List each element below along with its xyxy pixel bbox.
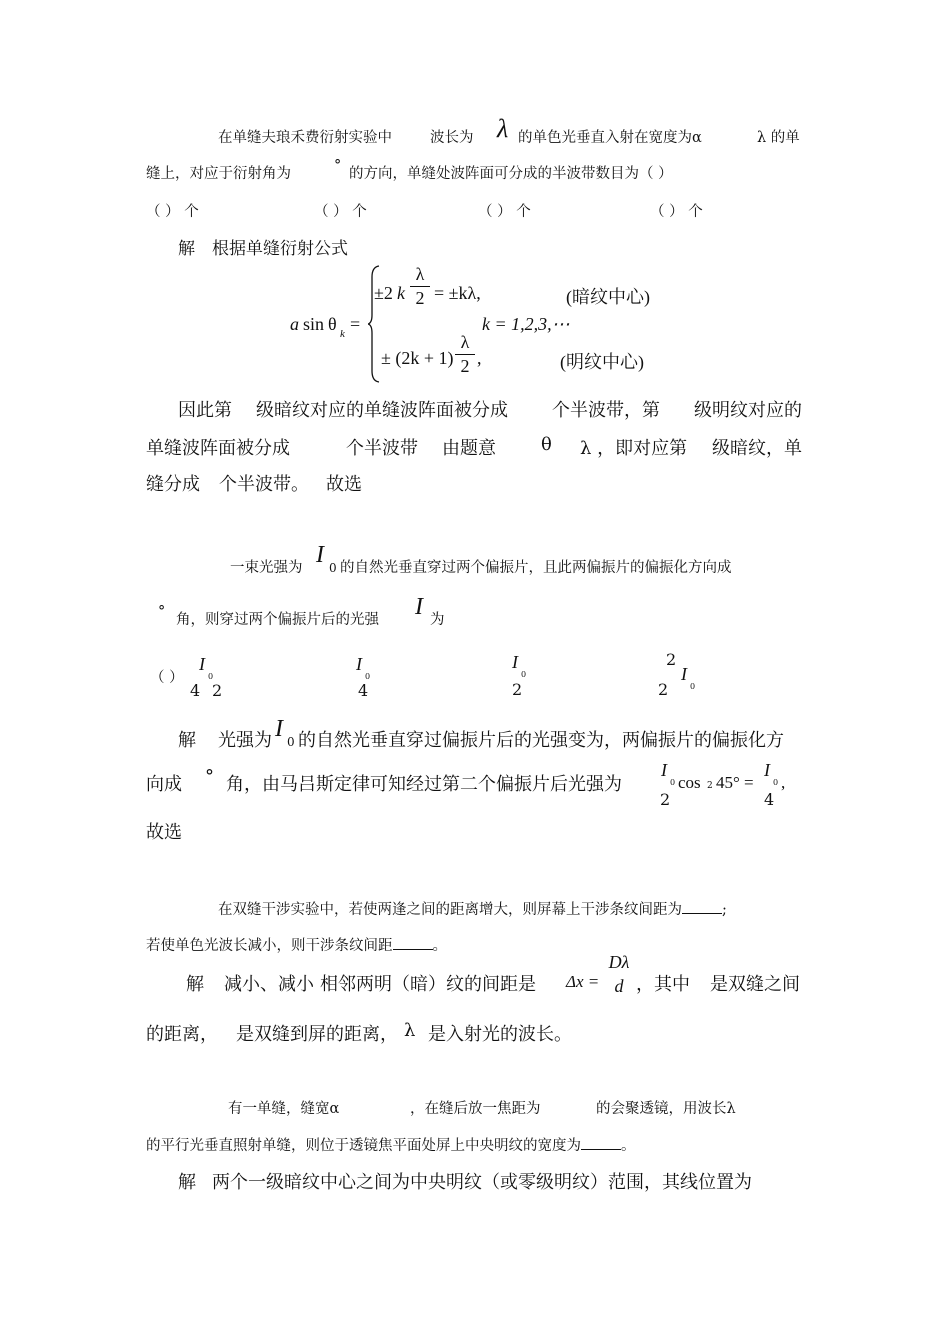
q3-line2-end: 。 (432, 938, 447, 954)
denominator: 2 (212, 681, 223, 700)
formula-theta: θ (328, 314, 337, 334)
solution-text: 级暗纹对应的单缝波阵面被分成 (256, 400, 508, 421)
q1-text: 在单缝夫琅禾费衍射实验中 (218, 130, 392, 146)
fraction-num: λ (415, 264, 425, 284)
q4-line2: 的平行光垂直照射单缝，则位于透镜焦平面处屏上中央明纹的宽度为 (146, 1138, 581, 1154)
fraction-d-lambda-over-d (606, 952, 632, 997)
q1-text: λ 的单 (757, 130, 800, 146)
solution-text: 减小、减小 (224, 974, 314, 995)
solution-text: 级明纹对应的 (694, 400, 802, 421)
fraction-num: Dλ (608, 952, 630, 972)
delta-x: Δx = (566, 972, 600, 991)
q1-text: 的单色光垂直入射在宽度为α (518, 130, 702, 146)
formula-equals: = (350, 314, 361, 334)
answer-blank (581, 1137, 621, 1150)
degree-mark: ° (205, 766, 214, 787)
solution-label: 解 (186, 974, 204, 995)
formula-row2: ± (2k + 1) (381, 348, 454, 368)
fraction-den: d (614, 976, 624, 996)
intensity-symbol: I (681, 664, 687, 684)
formula-row1: ±2 (374, 283, 393, 303)
fraction-lambda-2 (410, 264, 430, 309)
comma: , (781, 773, 786, 792)
q2-text: 一束光强为 (230, 560, 303, 576)
q1-text: 的方向，单缝处波阵面可分成的半波带数目为（ ） (349, 166, 673, 182)
solution-text: 是入射光的波长。 (428, 1024, 572, 1045)
q1-option-c: （ ） 个 (478, 204, 531, 220)
q3-line1-end: ; (722, 902, 727, 918)
fraction-num: λ (460, 332, 470, 352)
subscript-zero: 0 (365, 672, 371, 681)
subscript-zero: 0 (521, 670, 527, 679)
solution-text: 是双缝之间 (710, 974, 800, 995)
q1-option-b: （ ） 个 (314, 204, 367, 220)
intensity-symbol: I (764, 760, 770, 780)
denominator: 4 (358, 681, 369, 700)
intensity-symbol: I (512, 652, 518, 672)
intensity-symbol: I (661, 760, 667, 780)
q3-line2: 若使单色光波长减小，则干涉条纹间距 (146, 938, 393, 954)
intensity-symbol: I (199, 654, 205, 674)
solution-text: 光强为 (218, 730, 272, 751)
q3-text (146, 934, 447, 955)
degree-mark: ° (334, 158, 342, 174)
solution-text: 因此第 (178, 400, 232, 421)
formula-sin: sin (303, 314, 325, 334)
q4-text (146, 1134, 636, 1155)
q1-option-d: （ ） 个 (650, 204, 703, 220)
q2-text: 角，则穿过两个偏振片后的光强 (176, 612, 379, 628)
denominator: 2 (660, 790, 671, 809)
formula-row1-rest: = ±kλ, (434, 283, 481, 303)
intensity-symbol: I (275, 716, 283, 742)
angle-text: 45° = (716, 773, 754, 792)
intensity-symbol: I (356, 654, 362, 674)
fraction-den: 2 (415, 288, 425, 308)
solution-text: 的距离， (146, 1024, 218, 1045)
formula-comma: , (477, 348, 482, 368)
solution-label: 解 (178, 1172, 196, 1193)
numerator: 2 (666, 650, 677, 669)
q4-text: 有一单缝，缝宽α (228, 1101, 340, 1117)
q3-text (218, 898, 727, 919)
q2-text: 的自然光垂直穿过两个偏振片，且此两偏振片的偏振化方向成 (340, 560, 732, 576)
formula-k-range: k = 1,2,3,⋯ (482, 314, 570, 334)
solution-text: 缝分成 (146, 474, 200, 495)
solution-text: 故选 (326, 474, 362, 495)
q2-option-paren: （ ） (150, 670, 184, 686)
solution-text: θ (541, 434, 552, 455)
solution-text: 角，由马吕斯定律可知经过第二个偏振片后光强为 (226, 774, 622, 795)
q1-text: 波长为 (430, 130, 474, 146)
subscript-zero: 0 (208, 672, 214, 681)
q3-line1: 在双缝干涉实验中，若使两逢之间的距离增大，则屏幕上干涉条纹间距为 (218, 902, 682, 918)
intensity-symbol: I (316, 542, 324, 568)
solution-text: 的自然光垂直穿过偏振片后的光强变为，两偏振片的偏振化方 (298, 730, 784, 751)
answer-blank (393, 937, 433, 950)
q2-text: 为 (430, 612, 445, 628)
denominator: 2 (658, 680, 669, 699)
cos-text: cos (678, 773, 701, 792)
q4-text: 的会聚透镜，用波长λ (596, 1101, 736, 1117)
degree-mark: ° (158, 604, 166, 620)
solution-label: 解 (178, 730, 196, 751)
q1-option-a: （ ） 个 (146, 204, 199, 220)
solution-text: λ (404, 1020, 416, 1041)
solution-text: 两个一级暗纹中心之间为中央明纹（或零级明纹）范围，其线位置为 (212, 1172, 752, 1193)
solution-text: 相邻两明（暗）纹的间距是 (320, 974, 536, 995)
solution-text: 故选 (146, 822, 182, 843)
solution-text: 个半波带 (346, 438, 418, 459)
q4-text: ，在缝后放一焦距为 (410, 1101, 541, 1117)
solution-text: 是双缝到屏的距离， (236, 1024, 398, 1045)
denominator: 4 (764, 790, 775, 809)
solution-text: 单缝波阵面被分成 (146, 438, 290, 459)
q4-line2-end: 。 (621, 1138, 636, 1154)
fraction-den: 2 (460, 356, 470, 376)
denominator: 4 (190, 681, 201, 700)
formula-subscript: k (340, 328, 345, 340)
subscript-zero: 0 (287, 735, 295, 749)
subscript-zero: 0 (690, 682, 696, 691)
subscript-zero: 0 (773, 778, 779, 787)
solution-text: 个半波带。 (219, 474, 309, 495)
solution-text: 由题意 (442, 438, 496, 459)
lambda-symbol: λ (497, 114, 509, 143)
formula-row1-k: k (397, 283, 405, 303)
subscript-zero: 0 (329, 561, 337, 575)
solution-text: 根据单缝衍射公式 (212, 239, 348, 259)
subscript-zero: 0 (670, 778, 676, 787)
answer-blank (682, 901, 722, 914)
intensity-symbol: I (415, 594, 423, 620)
formula-note-dark: (暗纹中心) (566, 287, 650, 307)
solution-text: λ ，即对应第 (580, 438, 688, 459)
formula-a: a (290, 314, 299, 334)
solution-text: 个半波带，第 (552, 400, 660, 421)
superscript-two: 2 (707, 781, 713, 791)
formula-note-bright: (明纹中心) (560, 352, 644, 372)
solution-text: 向成 (146, 774, 182, 795)
solution-label: 解 (178, 239, 195, 259)
solution-text: ，其中 (636, 974, 690, 995)
q1-text: 缝上，对应于衍射角为 (146, 166, 291, 182)
denominator: 2 (512, 680, 523, 699)
fraction-lambda-2 (455, 332, 475, 377)
solution-text: 级暗纹，单 (712, 438, 802, 459)
